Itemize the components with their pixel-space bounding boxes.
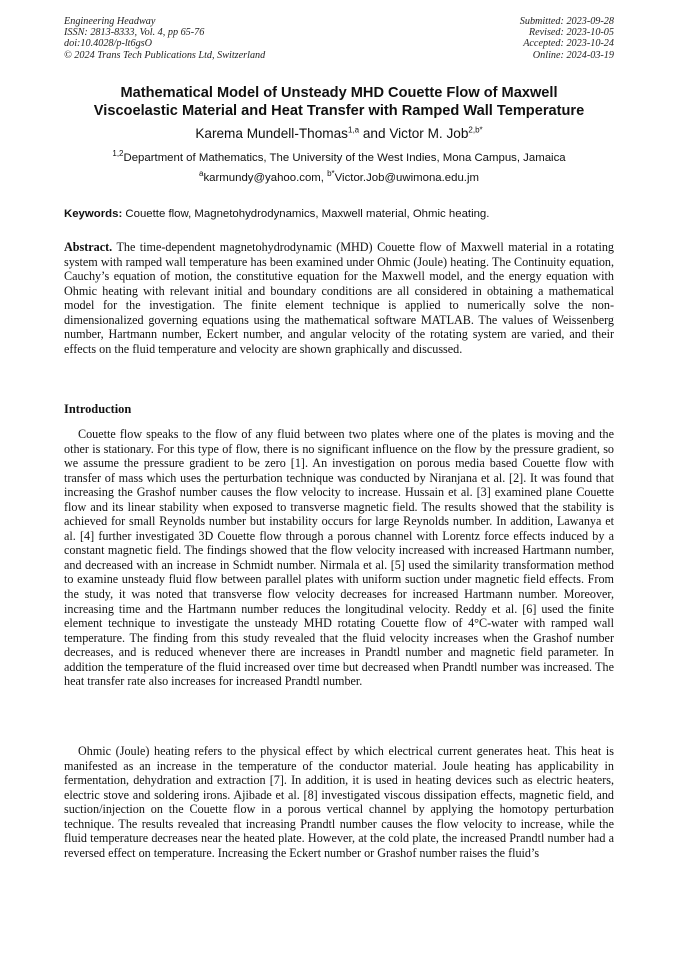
email-b-sup: b* (327, 169, 335, 179)
author-1: Karema Mundell-Thomas (195, 126, 348, 141)
journal-copyright: © 2024 Trans Tech Publications Ltd, Switzerland (64, 49, 266, 61)
author-conjunction: and (359, 126, 390, 141)
title-line-2: Viscoelastic Material and Heat Transfer with Ramped Wall Temperature (93, 103, 585, 119)
introduction-paragraph-1: Couette flow speaks to the flow of any fluid between two plates where one of the plates is moving and the other is stationary. For this type of flow, there is no significant influence on the flow by the pressure gradient, so we assume the pressure gradient to be zero [1]. An investigation on porous media based Couette flow with transfer of mass which uses the perturbation technique was conducted by Niranjana et al. [2]. It was found that increasing the Grashof number causes the flow velocity to increase. Hussain et al. [3] examined plane Couette flow and its linear stability when exposed to transverse magnetic field. The results showed that the stability is achieved for small Reynolds number but instability occurs for large Reynolds number. In addition, Lawanya et al. [4] further investigated 3D Couette flow through a porous channel with Lorentz force effects induced by a constant magnetic field. The findings showed that the flow velocity increased with increased Hartmann number, and decreased with an increase in Schmidt number. Nirmala et al. [5] used the similarity transformation method to examine unsteady fluid flow between parallel plates with uniform suction under magnetic field effects. From the study, it was noted that transverse flow velocity decreases for increased Hartmann number. Moreover, increasing time and the Hartmann number reduces the longitudinal velocity. Reddy et al. [6] used the finite element technique to investigate the unsteady MHD rotating Couette flow of 4°C-water with ramped wall temperature. The finding from this study revealed that the fluid velocity increases when the Grashof number decreases, and is reduced whenever there are increases in Prandtl number and magnetic field parameter. In addition the temperature of the fluid increased over time but decreased when Prandtl number was increased. The heat transfer rate also increases for increased Prandtl number. (64, 427, 614, 689)
affiliation-sup: 1,2 (112, 149, 124, 159)
abstract-label: Abstract. (64, 240, 113, 254)
affiliation-text: Department of Mathematics, The University of the West Indies, Mona Campus, Jamaica (123, 152, 566, 164)
journal-name: Engineering Headway (64, 16, 156, 27)
online-date: Online: 2024-03-19 (532, 49, 614, 61)
author-1-sup: 1,a (347, 125, 360, 135)
keywords-label: Keywords: (64, 208, 123, 220)
title-line-1: Mathematical Model of Unsteady MHD Couette Flow of Maxwell (120, 85, 558, 101)
accepted-date: Accepted: 2023-10-24 (523, 38, 614, 50)
submitted-date: Submitted: 2023-09-28 (519, 16, 614, 27)
revised-date: Revised: 2023-10-05 (528, 27, 614, 39)
journal-issn: ISSN: 2813-8333, Vol. 4, pp 65-76 (64, 27, 205, 39)
email-b[interactable]: Victor.Job@uwimona.edu.jm (334, 172, 479, 184)
introduction-paragraph-2: Ohmic (Joule) heating refers to the physical effect by which electrical current generates heat. This heat is manifested as an increase in the temperature of the conductor material. Joule heating has applicability in fermentation, dehydration and extraction [7]. In addition, it is used in heating devices such as electric heaters, electric stove and soldering irons. Ajibade et al. [8] investigated viscous dissipation effects, magnetic field, and suction/injection on the Couette flow in a porous vertical channel by applying the homotopy perturbation technique. The results revealed that increasing Prandtl number causes the flow velocity to increase, while the fluid temperature decreases near the heated plate. However, at the cold plate, the increased Prandtl number had a reversed effect on temperature. Increasing the Eckert number or Grashof number raises the fluid’s (64, 744, 614, 860)
introduction-heading: Introduction (64, 402, 132, 416)
abstract-text: The time-dependent magnetohydrodynamic (MHD) Couette flow of Maxwell material in a rotating system with ramped wall temperature has been examined under Ohmic (Joule) heating. The Continuity equation, Cauchy’s equation of motion, the constitutive equation for the Maxwell model, and the energy equation with Ohmic heating with relevant initial and boundary conditions are all considered in obtaining a mathematical model for the investigation. The finite element technique is applied to numerically solve the non-dimensionalized governing equations using the mathematical software MATLAB. The values of Weissenberg number, Hartmann number, Eckert number, and angular velocity of the rotating system are varied, and their effects on the fluid temperature and velocity are shown graphically and discussed. (64, 240, 614, 356)
author-2: Victor M. Job (389, 126, 469, 141)
author-2-sup: 2,b* (468, 125, 483, 135)
email-a-sup: a (199, 169, 204, 179)
email-a[interactable]: karmundy@yahoo.com, (203, 172, 328, 184)
keywords-text: Couette flow, Magnetohydrodynamics, Maxwell material, Ohmic heating. (122, 208, 490, 220)
journal-doi[interactable]: doi:10.4028/p-lt6gsO (64, 38, 153, 50)
